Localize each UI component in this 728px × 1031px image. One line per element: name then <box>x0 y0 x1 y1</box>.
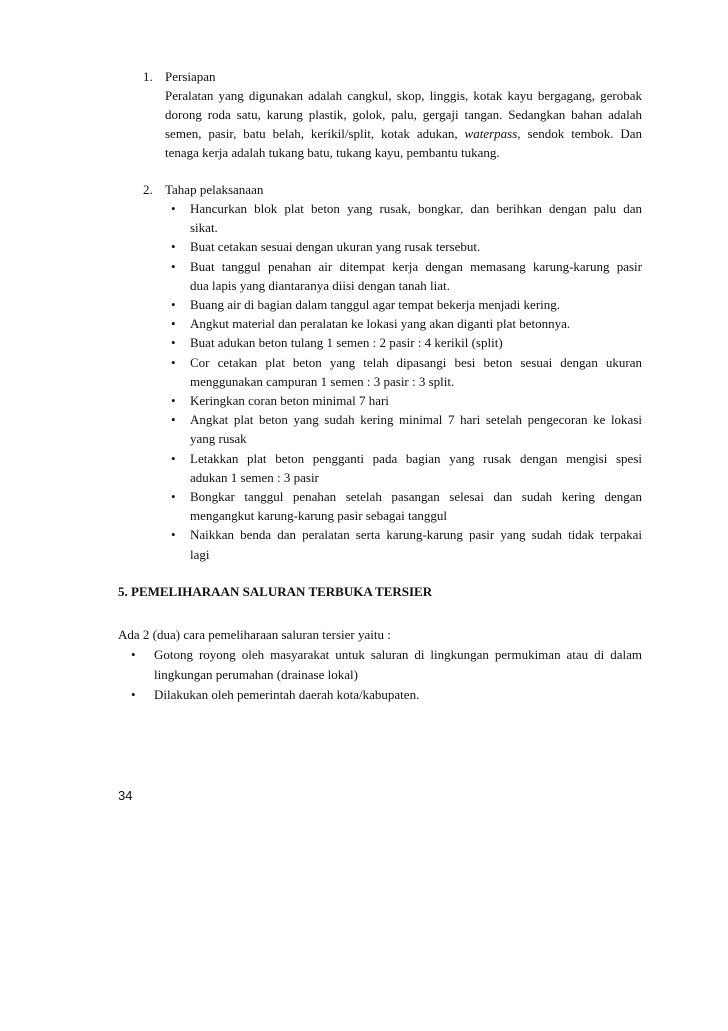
section-1-para-line-4: tenaga kerja adalah tukang batu, tukang kayu, pembantu tukang. <box>165 145 500 160</box>
list-item-line: Keringkan coran beton minimal 7 hari <box>190 393 389 408</box>
list-item-line: Buat cetakan sesuai dengan ukuran yang rusak tersebut. <box>190 239 481 255</box>
list-item-line: Angkut material dan peralatan ke lokasi yang akan diganti plat betonnya. <box>190 316 571 332</box>
list-item-line: Hancurkan blok plat beton yang rusak, bongkar, dan berihkan dengan palu dan <box>190 201 642 216</box>
section-5-intro: Ada 2 (dua) cara pemeliharaan saluran tersier yaitu : <box>118 627 391 642</box>
bullet-marker: • <box>171 489 176 504</box>
bullet-marker: • <box>171 354 176 370</box>
list-item-line: adukan 1 semen : 3 pasir <box>190 469 319 485</box>
list-item-line: Gotong royong oleh masyarakat untuk saluran di lingkungan permukiman atau di dalam <box>154 647 642 662</box>
para-text-segment: , sendok tembok. Dan <box>517 126 643 141</box>
page-number: 34 <box>118 788 133 803</box>
bullet-marker: • <box>171 450 176 466</box>
section-1-para-line-2: dorong roda satu, karung plastik, golok, palu, gergaji tangan. Sedangkan bahan adalah <box>165 107 642 122</box>
bullet-marker: • <box>171 316 176 332</box>
bullet-marker: • <box>171 527 176 543</box>
list-number-1: 1. <box>143 69 153 84</box>
list-item-line: Buat adukan beton tulang 1 semen : 2 pasir : 4 kerikil (split) <box>190 335 503 351</box>
section-2-title: Tahap pelaksanaan <box>165 182 264 197</box>
section-1-para-line-3 <box>165 124 642 143</box>
list-item-line: mengangkut karung-karung pasir sebagai tanggul <box>190 508 448 524</box>
para-italic-term: waterpass <box>464 126 518 141</box>
list-item-line: dua lapis yang diantaranya diisi dengan tanah liat. <box>190 277 450 293</box>
list-item-line: menggunakan campuran 1 semen : 3 pasir : 3 split. <box>190 373 455 389</box>
bullet-marker: • <box>171 201 176 216</box>
list-item-line: Angkat plat beton yang sudah kering minimal 7 hari setelah pengecoran ke lokasi <box>190 412 642 428</box>
list-item-line: Dilakukan oleh pemerintah daerah kota/kabupaten. <box>154 687 420 702</box>
section-1-title: Persiapan <box>165 69 216 84</box>
list-item-line: Bongkar tanggul penahan setelah pasangan selesai dan sudah kering dengan <box>190 489 642 504</box>
bullet-marker: • <box>171 297 176 312</box>
para-text-segment: semen, pasir, batu belah, kerikil/split, kotak adukan, <box>165 126 458 141</box>
list-item-line: Cor cetakan plat beton yang telah dipasangi besi beton sesuai dengan ukuran <box>190 354 642 370</box>
section-1-para-line-1: Peralatan yang digunakan adalah cangkul, skop, linggis, kotak kayu bergagang, gerobak <box>165 88 642 103</box>
section-5-heading: 5. PEMELIHARAAN SALURAN TERBUKA TERSIER <box>118 584 433 599</box>
list-number-2: 2. <box>143 182 153 197</box>
list-item-line: Naikkan benda dan peralatan serta karung-karung pasir yang sudah tidak terpakai <box>190 527 642 543</box>
bullet-marker: • <box>171 412 176 428</box>
list-item-line: Buat tanggul penahan air ditempat kerja dengan memasang karung-karung pasir <box>190 258 642 274</box>
bullet-marker: • <box>171 258 176 274</box>
list-item-line: Letakkan plat beton pengganti pada bagian yang rusak dengan mengisi spesi <box>190 450 642 466</box>
bullet-marker: • <box>171 239 176 255</box>
list-item-line: sikat. <box>190 220 218 236</box>
list-item-line: Buang air di bagian dalam tanggul agar tempat bekerja menjadi kering. <box>190 297 561 312</box>
bullet-marker: • <box>171 393 176 408</box>
bullet-marker: • <box>131 647 136 662</box>
bullet-marker: • <box>131 687 136 702</box>
list-item-line: lingkungan perumahan (drainase lokal) <box>154 666 358 682</box>
list-item-line: yang rusak <box>190 431 247 447</box>
list-item-line: lagi <box>190 546 210 562</box>
bullet-marker: • <box>171 335 176 351</box>
